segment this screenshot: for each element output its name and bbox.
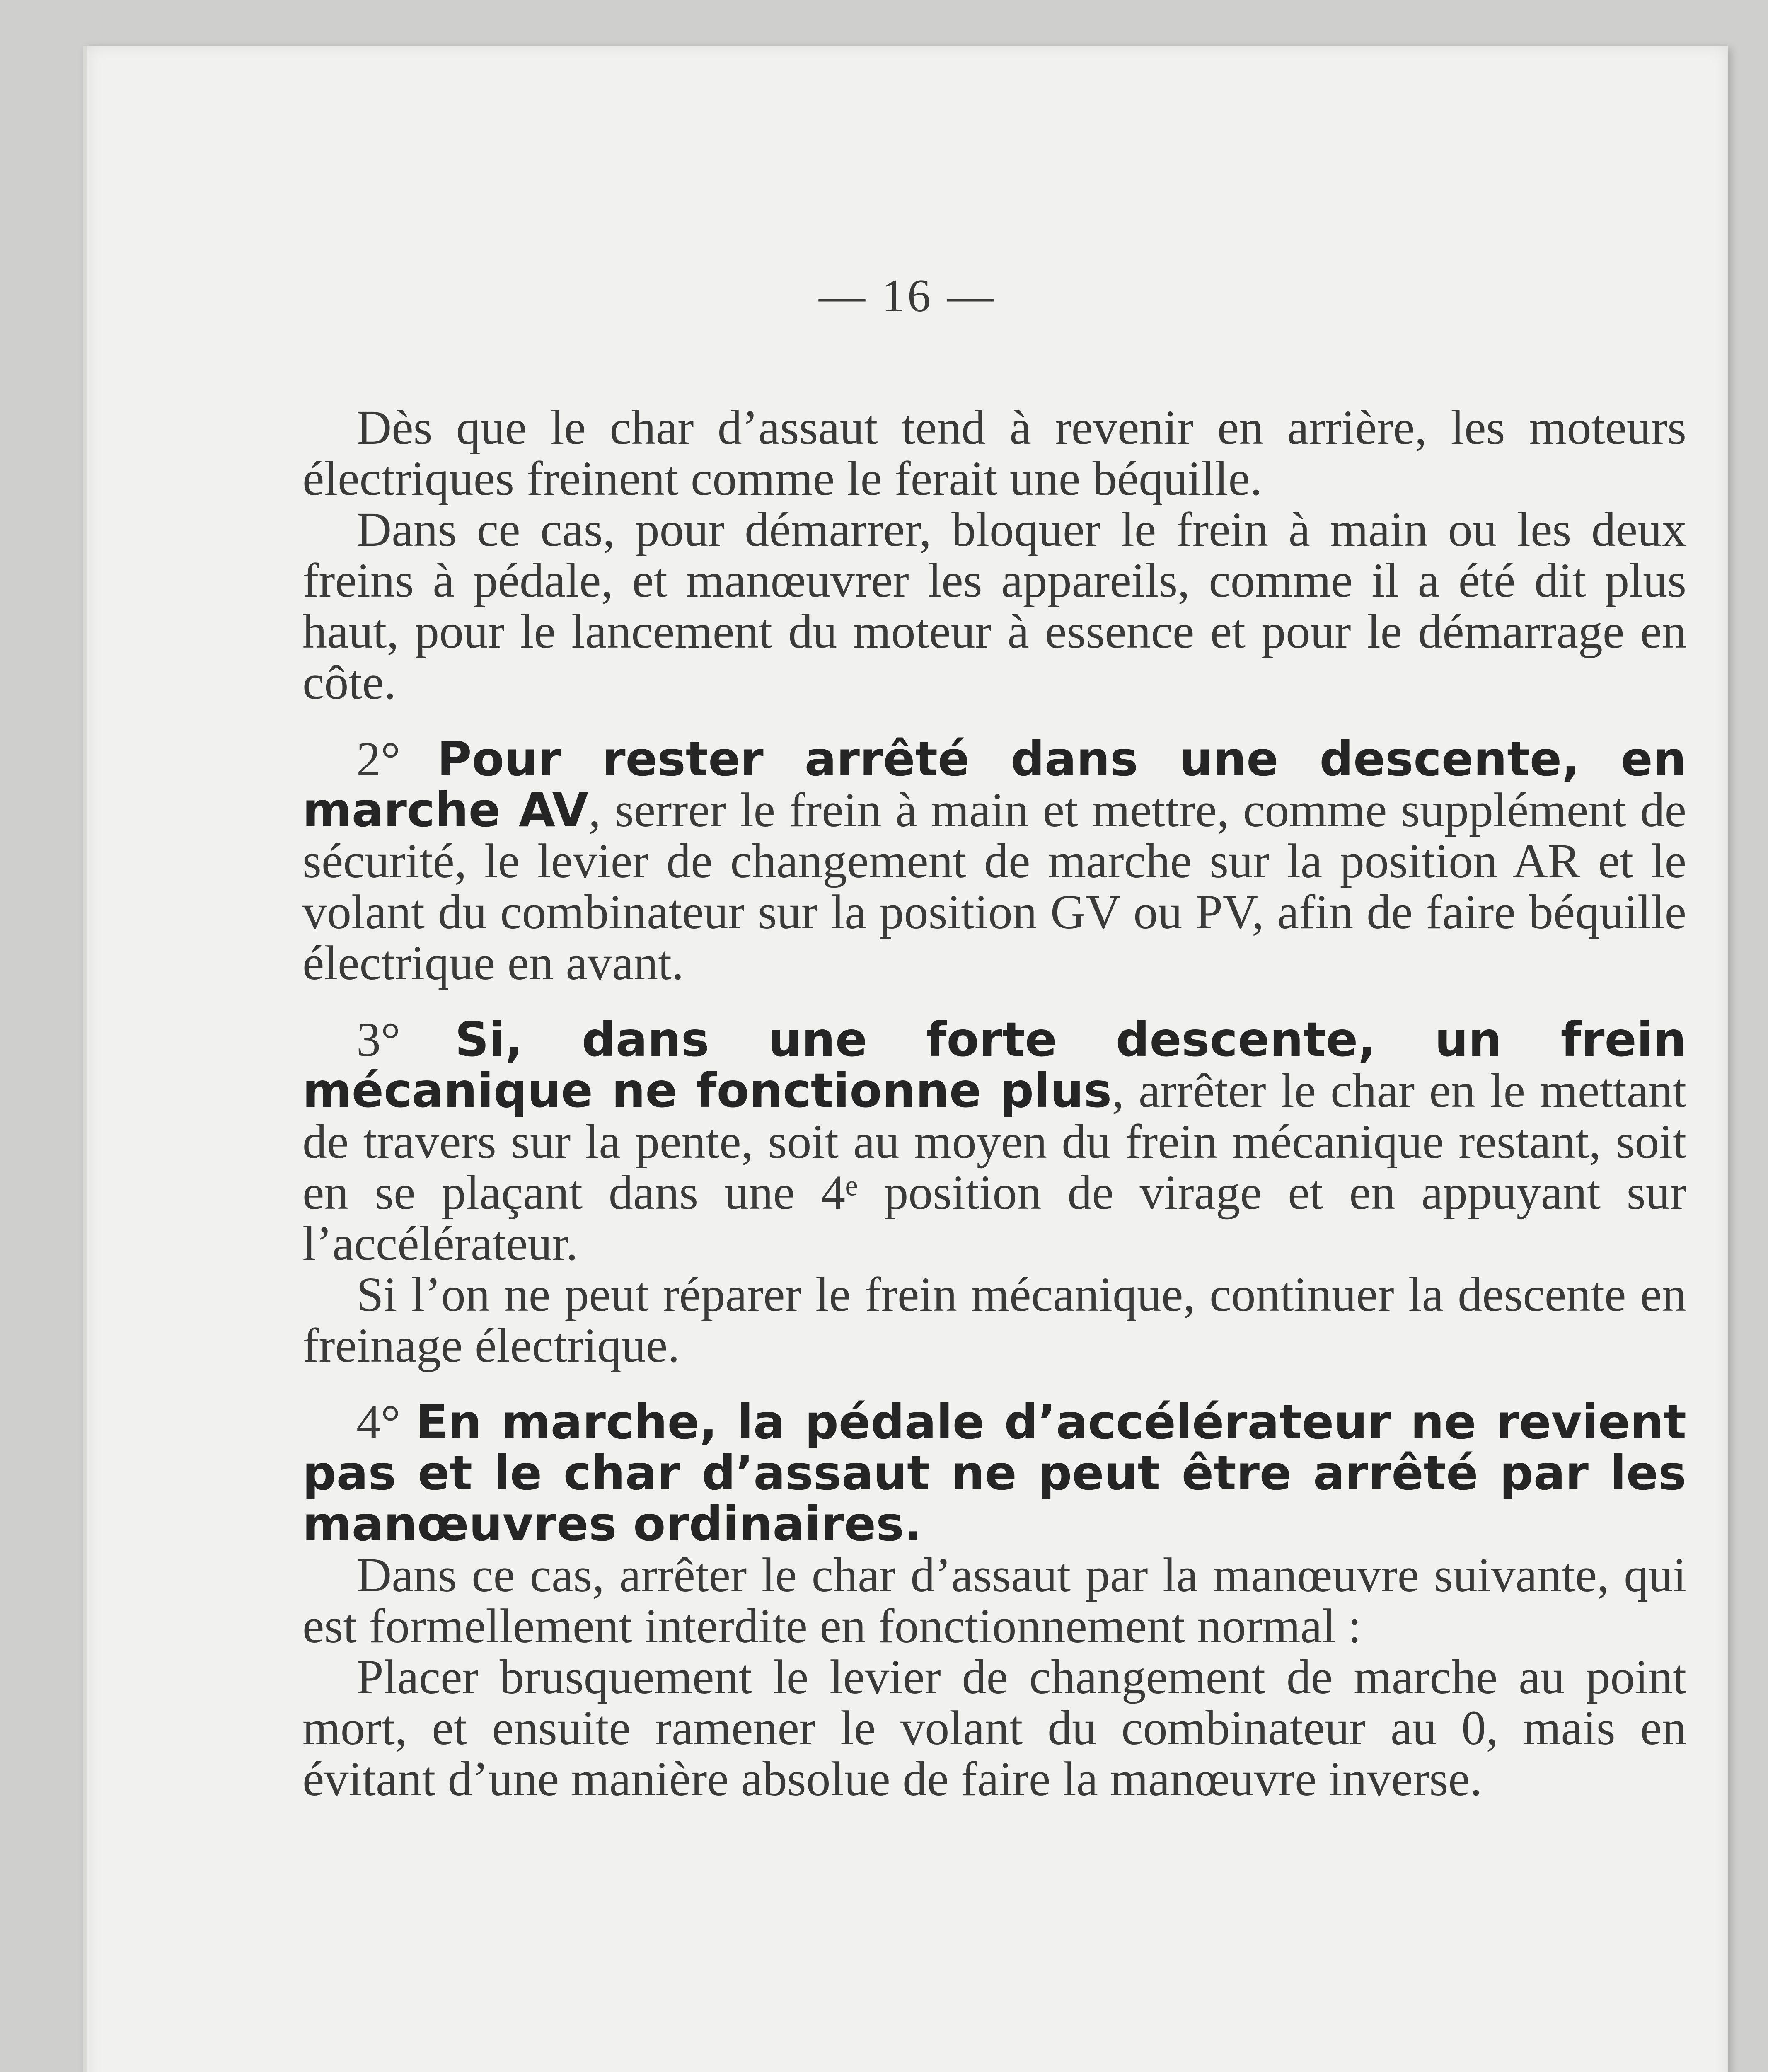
paragraph-numbered [302, 1014, 1686, 1269]
paragraph: Dans ce cas, arrêter le char d’assaut par la manœuvre suivante, qui est formellement interdite en fonctionnement normal : [302, 1548, 1686, 1653]
bold-lead: Pour rester arrêté dans une descente, en marche AV [302, 731, 1687, 838]
paragraph-rest: , arrêter le char en le mettant de travers sur la pente, soit au moyen du frein mécanique restant, soit en se plaçant dans une 4ᵉ position de virage et en appuyant sur l’accélérateur. [302, 1063, 1686, 1271]
paragraph: Placer brusquement le levier de changement de marche au point mort, et ensuite ramener le volant du combinateur au 0, mais en évitant d’une manière absolue de faire la manœuvre inverse. [302, 1650, 1686, 1806]
item-number: 2° [356, 732, 401, 786]
page-number: — 16 — [819, 270, 996, 322]
paragraph-numbered [302, 733, 1686, 988]
bold-lead: En marche, la pédale d’accélérateur ne revient pas et le char d’assaut ne peut être arrêté par les manœuvres ordinaires. [302, 1394, 1686, 1552]
book-page [83, 46, 1728, 2072]
item-number: 4° [356, 1395, 401, 1449]
paragraph: Dans ce cas, pour démarrer, bloquer le frein à main ou les deux freins à pédale, et manœuvrer les appareils, comme il a été dit plus haut, pour le lancement du moteur à essence et pour le démarrage en côte. [302, 502, 1686, 709]
item-number: 3° [356, 1012, 401, 1067]
paragraph: Si l’on ne peut réparer le frein mécanique, continuer la descente en freinage électrique. [302, 1267, 1686, 1372]
paragraph-rest: , serrer le frein à main et mettre, comme supplément de sécurité, le levier de changement de marche sur la position AR et le volant du combinateur sur la position GV ou PV, afin de faire béquille électrique en avant. [302, 783, 1686, 990]
paragraph: Dès que le char d’assaut tend à revenir en arrière, les moteurs électriques freinent comme le ferait une béquille. [302, 400, 1686, 506]
paragraph-numbered [302, 1394, 1686, 1552]
bold-lead: Si, dans une forte descente, un frein mécanique ne fonctionne plus [302, 1012, 1686, 1118]
body-text [302, 402, 1686, 1804]
